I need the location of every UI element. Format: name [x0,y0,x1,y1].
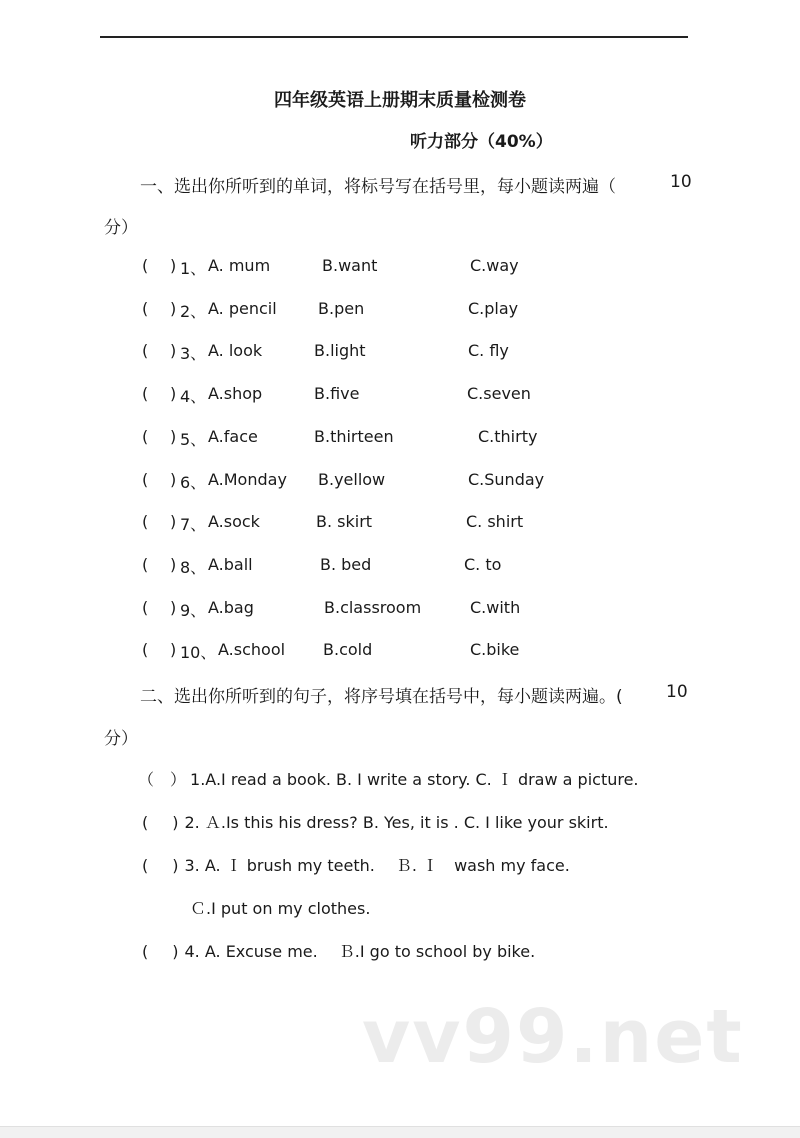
watermark: vv99.net [362,994,744,1080]
part1-heading [140,172,692,197]
part1-item-3 [0,341,800,363]
answer-paren-open[interactable]: ( [142,384,149,404]
question-number: 6、 [180,472,207,492]
option-b: B.want [322,256,378,275]
answer-paren-open[interactable]: ( [142,813,149,832]
option-b: B.pen [318,298,365,318]
option-a: A. pencil [208,298,277,318]
option-c: C.with [470,597,521,617]
answer-paren-close: ) [170,469,177,489]
part1-item-7 [0,512,800,534]
answer-paren-open[interactable]: ( [142,554,149,574]
option-a: A.Monday [208,469,287,489]
answer-paren-close: ) [170,597,177,617]
option-c: C.seven [467,384,531,404]
part1-heading-text: 一、选出你所听到的单词，将标号写在括号里，每小题读两遍（ [140,177,616,197]
part1-item-5 [0,427,800,449]
option-b: B. skirt [316,512,373,532]
part2-heading-text: 二、选出你所听到的句子，将序号填在括号中，每小题读两遍。( [140,687,623,707]
part1-item-10 [0,640,800,662]
part2-points-unit: 分） [104,729,138,749]
option-a: A.sock [208,512,260,532]
part2-points-num: 10 [666,682,688,702]
sentence-text: 3. A. Ｉ brush my teeth. Ｂ. Ｉ wash my face. [184,856,570,875]
option-c: C.thirty [478,426,538,446]
page-title: 四年级英语上册期末质量检测卷 [274,90,526,111]
part1-item-4 [0,384,800,406]
option-b: B.light [314,341,366,361]
answer-paren-open[interactable]: ( [142,856,149,875]
answer-paren-open[interactable]: ( [142,341,149,361]
option-a: A. mum [208,256,271,275]
option-a: A. look [208,341,263,361]
answer-paren-close: ) [170,426,177,446]
option-b: B.cold [323,640,373,660]
option-c: C. shirt [466,512,524,532]
part2-item-4 [142,939,535,962]
question-number: 1、 [180,259,207,278]
answer-paren-close: ) [170,640,177,660]
answer-paren-open[interactable]: ( [142,256,149,275]
question-number: 8、 [180,557,207,577]
option-c: C. to [464,554,502,574]
part1-item-2 [0,299,800,321]
answer-paren-open[interactable]: ( [142,469,149,489]
answer-paren-open[interactable]: ( [142,512,149,532]
answer-paren-close: ) [170,341,177,361]
answer-blank[interactable]: （ ） [138,770,187,789]
question-number: 7、 [180,515,207,535]
option-b: B.classroom [324,597,422,617]
answer-paren-close: ) [170,512,177,532]
sentence-text: 2. Ａ.Is this his dress? B. Yes, it is . C. I like your skirt. [184,813,609,832]
part1-points-unit: 分） [104,218,138,238]
sentence-text: 4. A. Excuse me. Ｂ.I go to school by bike. [184,942,536,961]
part2-item-3-continued [190,896,370,919]
question-number: 4、 [180,387,207,407]
option-b: B.five [314,384,360,404]
sentence-text: Ｃ.I put on my clothes. [190,899,371,918]
option-c: C.play [468,298,519,318]
page-bottom-edge [0,1126,800,1138]
option-a: A.face [208,426,258,446]
answer-paren-open[interactable]: ( [142,298,149,318]
answer-paren-open[interactable]: ( [142,942,149,961]
option-c: C.bike [470,640,520,660]
question-number: 10、 [180,643,217,663]
answer-paren-close: ) [172,856,179,875]
answer-paren-close: ) [170,384,177,404]
answer-paren-open[interactable]: ( [142,597,149,617]
part2-item-1 [138,767,639,790]
part1-points-num: 10 [670,172,692,192]
answer-paren-close: ) [170,298,177,318]
part2-item-3 [142,853,570,876]
answer-paren-close: ) [170,554,177,574]
header-rule [100,36,688,38]
sentence-text: 1.A.I read a book. B. I write a story. C. Ｉ draw a picture. [190,770,639,789]
option-c: C. fly [468,341,509,361]
page-subtitle: 听力部分（40%） [410,132,553,152]
option-b: B.yellow [318,469,386,489]
answer-paren-close: ) [170,256,177,275]
option-a: A.ball [208,554,253,574]
answer-paren-open[interactable]: ( [142,426,149,446]
option-c: C.way [470,256,519,275]
question-number: 2、 [180,301,207,321]
part1-item-9 [0,598,800,620]
question-number: 3、 [180,344,207,364]
question-number: 5、 [180,429,207,449]
answer-paren-close: ) [172,813,179,832]
part1-item-8 [0,555,800,577]
part1-item-6 [0,470,800,492]
part2-item-2 [142,810,609,833]
option-c: C.Sunday [468,469,545,489]
option-a: A.bag [208,597,254,617]
part2-heading [140,682,688,707]
answer-paren-open[interactable]: ( [142,640,149,660]
option-a: A.shop [208,384,263,404]
option-a: A.school [218,640,286,660]
answer-paren-close: ) [172,942,179,961]
question-number: 9、 [180,600,207,620]
option-b: B. bed [320,554,372,574]
option-b: B.thirteen [314,426,394,446]
part1-item-1 [0,256,800,278]
